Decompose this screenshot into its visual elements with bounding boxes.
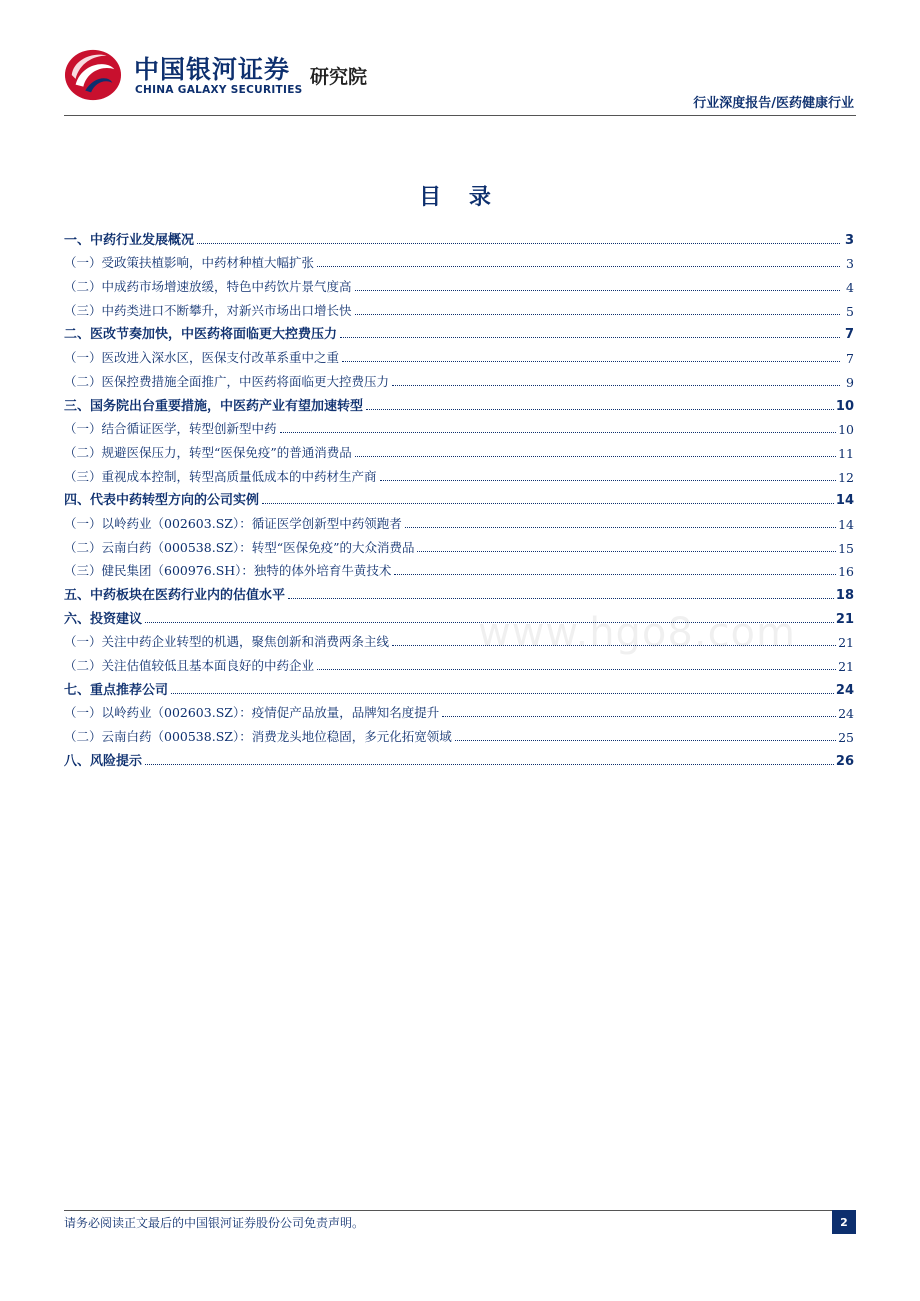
toc-leader-dots (405, 527, 836, 528)
toc-leader-dots (288, 598, 834, 599)
toc-entry-label: （三）重视成本控制，转型高质量低成本的中药材生产商 (64, 468, 377, 484)
toc-entry-page: 21 (838, 635, 854, 651)
toc-leader-dots (145, 764, 834, 765)
toc-entry[interactable] (64, 532, 854, 556)
toc-entry[interactable] (64, 674, 854, 698)
toc-entry-page: 9 (846, 374, 854, 390)
table-of-contents (64, 224, 854, 769)
toc-entry[interactable] (64, 366, 854, 390)
report-type: 行业深度报告/医药健康行业 (693, 96, 854, 111)
footer-disclaimer: 请务必阅读正文最后的中国银河证券股份公司免责声明。 (64, 1216, 365, 1230)
logo-chinese-name: 中国银河证券 (134, 55, 291, 84)
toc-entry-page: 3 (846, 256, 854, 272)
toc-leader-dots (342, 361, 840, 362)
toc-leader-dots (380, 480, 837, 481)
toc-leader-dots (317, 669, 836, 670)
toc-entry-label: 六、投资建议 (64, 611, 143, 627)
header-divider (64, 115, 856, 116)
toc-entry-label: （一）以岭药业（002603.SZ）：循证医学创新型中药领跑者 (64, 515, 402, 531)
toc-entry-label: （二）中成药市场增速放缓，特色中药饮片景气度高 (64, 279, 352, 295)
toc-entry[interactable] (64, 271, 854, 295)
toc-entry-page: 21 (838, 659, 854, 675)
toc-leader-dots (455, 740, 836, 741)
toc-leader-dots (171, 693, 834, 694)
toc-entry-page: 15 (838, 540, 854, 556)
toc-entry-label: 一、中药行业发展概况 (64, 232, 195, 248)
toc-entry-label: （二）规避医保压力，转型“医保免疫”的普通消费品 (64, 444, 352, 460)
toc-entry[interactable] (64, 437, 854, 461)
toc-entry-page: 21 (835, 611, 854, 627)
toc-leader-dots (417, 551, 836, 552)
toc-leader-dots (340, 337, 840, 338)
watermark: www.hgo8.com (478, 610, 796, 656)
toc-entry-page: 3 (844, 232, 854, 248)
galaxy-swirl-logo-icon (64, 46, 122, 104)
toc-entry-label: 三、国务院出台重要措施，中医药产业有望加速转型 (64, 398, 364, 414)
toc-entry-page: 12 (838, 469, 854, 485)
toc-entry-label: （三）健民集团（600976.SH）：独特的体外培育牛黄技术 (64, 563, 392, 579)
toc-entry[interactable] (64, 319, 854, 343)
toc-entry-label: 八、风险提示 (64, 753, 143, 769)
toc-entry[interactable] (64, 698, 854, 722)
toc-entry[interactable] (64, 414, 854, 438)
footer-divider (64, 1210, 856, 1211)
toc-entry[interactable] (64, 248, 854, 272)
toc-entry-label: （二）医保控费措施全面推广，中医药将面临更大控费压力 (64, 373, 390, 389)
toc-entry-page: 4 (846, 280, 854, 296)
toc-entry-label: （二）云南白药（000538.SZ）：转型“医保免疫”的大众消费品 (64, 539, 415, 555)
toc-entry-label: （一）结合循证医学，转型创新型中药 (64, 421, 277, 437)
toc-entry[interactable] (64, 556, 854, 580)
toc-entry-page: 18 (835, 588, 854, 603)
toc-entry-label: 四、代表中药转型方向的公司实例 (64, 493, 260, 509)
toc-leader-dots (355, 314, 840, 315)
toc-entry-label: 二、医改节奏加快，中医药将面临更大控费压力 (64, 327, 338, 343)
toc-title: 目 录 (419, 185, 501, 210)
toc-leader-dots (366, 409, 834, 410)
toc-leader-dots (355, 290, 840, 291)
toc-entry-label: （一）以岭药业（002603.SZ）：疫情促产品放量，品牌知名度提升 (64, 705, 440, 721)
toc-leader-dots (394, 574, 836, 575)
toc-leader-dots (392, 385, 840, 386)
page-number: 2 (832, 1210, 856, 1234)
toc-entry[interactable] (64, 390, 854, 414)
toc-entry-page: 14 (835, 493, 854, 509)
toc-entry-page: 10 (835, 398, 854, 414)
toc-entry-label: 七、重点推荐公司 (64, 682, 169, 698)
toc-leader-dots (280, 432, 837, 433)
toc-entry-label: （一）关注中药企业转型的机遇，聚焦创新和消费两条主线 (64, 634, 390, 650)
toc-leader-dots (197, 243, 840, 244)
toc-entry-page: 14 (838, 516, 854, 532)
toc-entry[interactable] (64, 745, 854, 769)
toc-entry-label: （一）受政策扶植影响，中药材种植大幅扩张 (64, 255, 315, 271)
toc-entry-page: 11 (838, 445, 854, 461)
toc-entry-page: 7 (846, 351, 854, 367)
toc-entry-label: （二）关注估值较低且基本面良好的中药企业 (64, 658, 315, 674)
toc-entry-label: （三）中药类进口不断攀升，对新兴市场出口增长快 (64, 302, 352, 318)
toc-entry-label: 五、中药板块在医药行业内的估值水平 (64, 588, 286, 603)
toc-entry-page: 25 (838, 730, 854, 746)
toc-entry[interactable] (64, 508, 854, 532)
toc-entry-page: 24 (835, 682, 854, 698)
toc-leader-dots (442, 716, 836, 717)
toc-entry[interactable] (64, 461, 854, 485)
toc-entry-page: 10 (838, 422, 854, 438)
toc-entry[interactable] (64, 224, 854, 248)
toc-entry-label: （一）医改进入深水区，医保支付改革系重中之重 (64, 350, 340, 366)
toc-entry-page: 26 (835, 753, 854, 769)
toc-entry[interactable] (64, 295, 854, 319)
toc-entry[interactable] (64, 721, 854, 745)
toc-entry[interactable] (64, 485, 854, 509)
toc-leader-dots (355, 456, 836, 457)
toc-entry-page: 5 (846, 303, 854, 319)
logo-english-name: CHINA GALAXY SECURITIES (135, 84, 303, 96)
toc-entry-page: 7 (844, 327, 854, 343)
institute-name: 研究院 (310, 66, 368, 88)
toc-entry[interactable] (64, 579, 854, 603)
page-header (64, 40, 856, 118)
toc-leader-dots (317, 266, 840, 267)
toc-entry-page: 24 (838, 706, 854, 722)
toc-entry-label: （二）云南白药（000538.SZ）：消费龙头地位稳固，多元化拓宽领域 (64, 729, 452, 745)
toc-leader-dots (262, 503, 834, 504)
toc-entry-page: 16 (838, 564, 854, 580)
toc-entry[interactable] (64, 342, 854, 366)
